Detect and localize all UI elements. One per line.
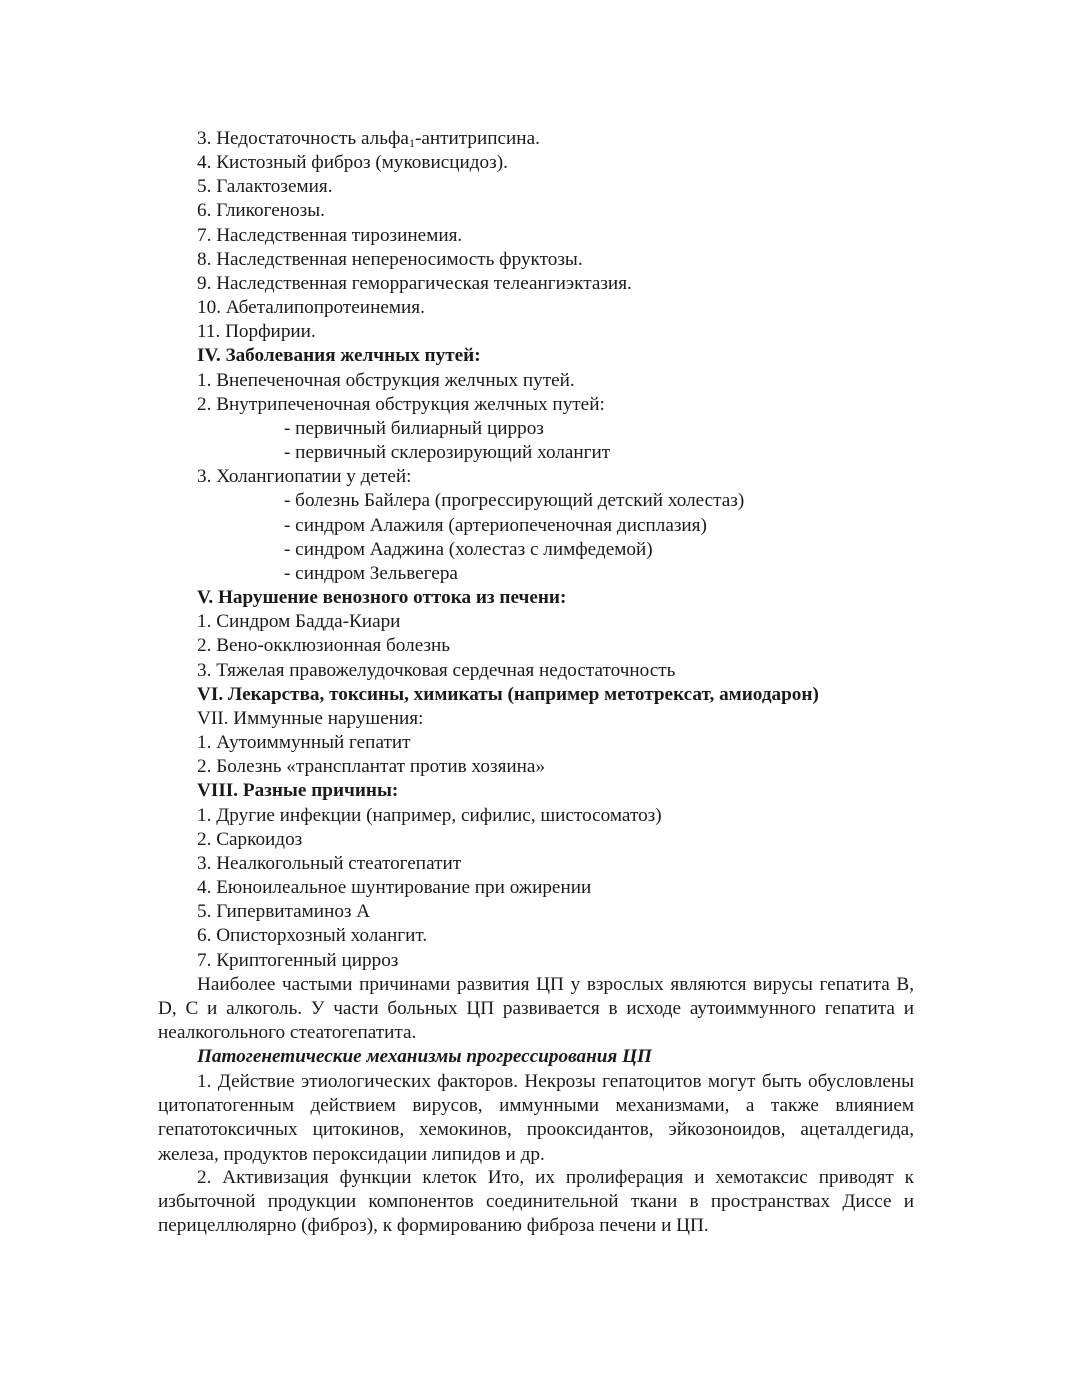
- list-item: [197, 127, 540, 151]
- sub-list-item: - болезнь Байлера (прогрессирующий детский холестаз): [284, 490, 745, 511]
- sub-list-item: - синдром Зельвегера: [284, 563, 458, 584]
- list-item: 1. Другие инфекции (например, сифилис, шистосоматоз): [197, 805, 662, 826]
- list-item: 6. Гликогенозы.: [197, 200, 325, 221]
- list-item: 2. Внутрипеченочная обструкция желчных путей:: [197, 394, 605, 415]
- list-item: 1. Аутоиммунный гепатит: [197, 732, 411, 753]
- list-item: 5. Гипервитаминоз A: [197, 901, 371, 922]
- paragraph: 2. Активизация функции клеток Ито, их пролиферация и хемотаксис приводят к избыточной продукции компонентов соединительной ткани в пространствах Диссе и перицеллюлярно (фиброз), к формированию фиброза печени и ЦП.: [158, 1167, 914, 1237]
- list-item-text: 3. Недостаточность альфа: [197, 128, 409, 149]
- section-heading: IV. Заболевания желчных путей:: [197, 345, 481, 366]
- subscript: 1: [408, 136, 415, 150]
- paragraph: 1. Действие этиологических факторов. Некрозы гепатоцитов могут быть обусловлены цитопатогенным действием вирусов, иммунными механизмами, а также влиянием гепатотоксичных цитокинов, хемокинов, прооксидантов, эйкозоноидов, ацеталдегида, железа, продуктов пероксидации липидов и др.: [158, 1071, 914, 1165]
- list-item: 8. Наследственная непереносимость фруктозы.: [197, 249, 583, 270]
- list-item: 4. Еюноилеальное шунтирование при ожирении: [197, 877, 592, 898]
- list-item: 3. Неалкогольный стеатогепатит: [197, 853, 462, 874]
- list-item: 3. Холангиопатии у детей:: [197, 466, 412, 487]
- list-item: 2. Саркоидоз: [197, 829, 303, 850]
- list-item: 11. Порфирии.: [197, 321, 316, 342]
- list-item: 6. Описторхозный холангит.: [197, 925, 428, 946]
- list-item: 3. Тяжелая правожелудочковая сердечная недостаточность: [197, 660, 676, 681]
- sub-list-item: - первичный билиарный цирроз: [284, 418, 544, 439]
- list-item: 4. Кистозный фиброз (муковисцидоз).: [197, 152, 508, 173]
- list-item: 2. Болезнь «трансплантат против хозяина»: [197, 756, 546, 777]
- list-item: 1. Синдром Бадда-Киари: [197, 611, 401, 632]
- list-item: 2. Вено-окклюзионная болезнь: [197, 635, 451, 656]
- list-item: 7. Криптогенный цирроз: [197, 950, 399, 971]
- list-item: 10. Абеталипопротеинемия.: [197, 297, 425, 318]
- subheading: Патогенетические механизмы прогрессирования ЦП: [197, 1046, 652, 1067]
- sub-list-item: - первичный склерозирующий холангит: [284, 442, 611, 463]
- section-heading: VII. Иммунные нарушения:: [197, 708, 424, 729]
- list-item: 1. Внепеченочная обструкция желчных путей.: [197, 370, 575, 391]
- section-heading: VIII. Разные причины:: [197, 780, 399, 801]
- section-heading: V. Нарушение венозного оттока из печени:: [197, 587, 567, 608]
- list-item: 5. Галактоземия.: [197, 176, 333, 197]
- sub-list-item: - синдром Алажиля (артериопеченочная дисплазия): [284, 515, 707, 536]
- section-heading: VI. Лекарства, токсины, химикаты (например метотрексат, амиодарон): [197, 684, 819, 705]
- list-item-text: -антитрипсина.: [414, 128, 540, 149]
- paragraph: Наиболее частыми причинами развития ЦП у взрослых являются вирусы гепатита B, D, C и алкоголь. У части больных ЦП развивается в исходе аутоиммунного гепатита и неалкогольного стеатогепатита.: [158, 974, 914, 1044]
- list-item: 7. Наследственная тирозинемия.: [197, 225, 463, 246]
- sub-list-item: - синдром Ааджина (холестаз с лимфедемой): [284, 539, 653, 560]
- list-item: 9. Наследственная геморрагическая телеангиэктазия.: [197, 273, 632, 294]
